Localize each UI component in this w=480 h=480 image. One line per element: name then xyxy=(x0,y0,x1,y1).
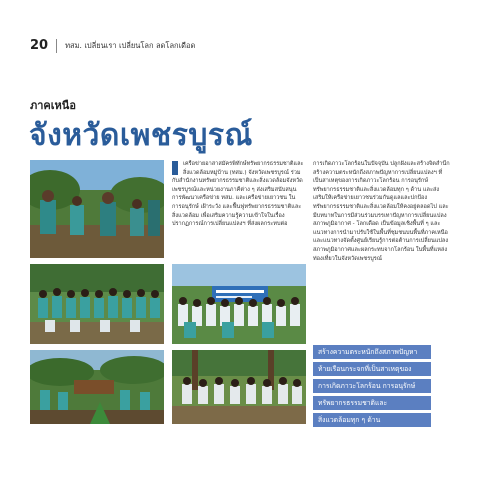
publication-title: ทสม. เปลี่ยนเรา เปลี่ยนโลก ลดโลกเดือด xyxy=(65,40,196,50)
body-paragraph-right: การเกิดภาวะโลกร้อนในปัจจุบัน ปลูกฝังและสร้างจิตสำนึก สร้างความตระหนักถึงสภาพปัญหาการเปลี่ยนแปลงฯ ที่เป็นสาเหตุของการเกิดภาวะโลกร้อน การอนุรักษ์ทรัพยากรธรรมชาติและสิ่งแวดล้อมทุก ๆ ด้าน และส่งเสริมให้เครือข่ายเยาวชนร่วมกันดูแลและปกป้องทรัพยากรธรรมชาติและสิ่งแวดล้อมให้คงอยู่ตลอดไป และมีบทบาทในการมีส่วนร่วมบรรเทาปัญหาการเปลี่ยนแปลงสภาพภูมิอากาศ - โลกเดือด เป็นข้อมูลเชิงพื้นที่ ๆ และแนวทางการนำมาปรับใช้ในพื้นที่ชุมชนบนพื้นที่ภาคเหนือ และแนวทางจัดตั้งศูนย์เรียนรู้การต่อต้านการเปลี่ยนแปลงสภาพภูมิอากาศและผลกระทบจากโลกร้อน ในพื้นที่แหล่งท่องเที่ยวในจังหวัดเพชรบูรณ์ xyxy=(313,161,450,262)
photo-group-trees xyxy=(172,350,306,424)
page-number: 20 xyxy=(30,38,49,53)
highlight-tag: สิ่งแวดล้อมทุก ๆ ด้าน xyxy=(313,413,431,427)
highlight-tags xyxy=(313,345,431,430)
body-paragraph-left: เครือข่ายอาสาสมัครพิทักษ์ทรัพยากรธรรมชาติและสิ่งแวดล้อมหมู่บ้าน (ทสม.) จังหวัดเพชรบูรณ์ ร่วมกับสำนักงานทรัพยากรธรรมชาติและสิ่งแวดล้อมจังหวัดเพชรบูรณ์และหน่วยงานภาคีต่าง ๆ ส่งเสริมสนับสนุนการพัฒนาเครือข่าย ทสม. และเครือข่ายเยาวชน ในการอนุรักษ์ เฝ้าระวัง และฟื้นฟูทรัพยากรธรรมชาติและสิ่งแวดล้อม เพื่อเสริมความรู้ความเข้าใจในเรื่องปรากฏการณ์การเปลี่ยนแปลงฯ ที่ส่งผลกระทบต่อ xyxy=(172,161,304,228)
province-title: จังหวัดเพชรบูรณ์ xyxy=(29,118,253,153)
highlight-tag: ท้ายเรือนกระจกที่เป็นสาเหตุของ xyxy=(313,362,431,376)
photo-group-banner xyxy=(172,264,306,344)
photo-tree-planting xyxy=(30,160,164,258)
photo-forest-activity xyxy=(30,350,164,424)
body-column-right xyxy=(313,160,450,263)
page-header xyxy=(30,38,195,53)
highlight-tag: ทรัพยากรธรรมชาติและ xyxy=(313,396,431,410)
header-divider xyxy=(56,39,57,53)
photo-group-outdoor xyxy=(30,264,164,344)
dropcap-bar xyxy=(172,161,178,175)
section-label: ภาคเหนือ xyxy=(30,99,76,112)
body-column-left xyxy=(172,160,304,229)
highlight-tag: การเกิดภาวะโลกร้อน การอนุรักษ์ xyxy=(313,379,431,393)
highlight-tag: สร้างความตระหนักถึงสภาพปัญหา xyxy=(313,345,431,359)
